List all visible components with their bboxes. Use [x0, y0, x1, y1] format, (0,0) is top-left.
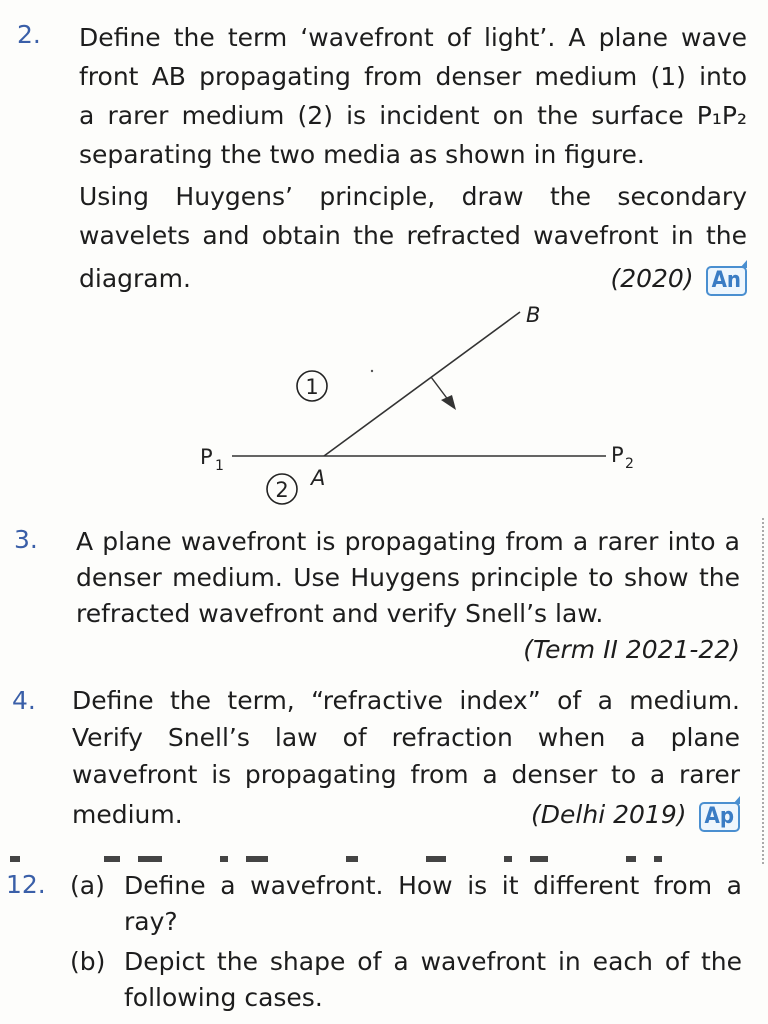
question-text-line: Depict the shape of a wavefront in each of the [124, 947, 742, 976]
question-text-line: Define a wavefront. How is it different from a [124, 871, 742, 900]
question-source: (Delhi 2019) [531, 800, 687, 829]
sub-question-a [70, 868, 742, 940]
question-text-line: ray? [124, 907, 178, 936]
page-cut-fragment [8, 856, 768, 862]
question-4 [72, 682, 740, 833]
question-text-line: wavefront is propagating from a denser to a rarer [72, 760, 740, 789]
difficulty-badge: Ap [699, 802, 741, 832]
question-source: (2020) [610, 264, 694, 293]
question-text-line: following cases. [124, 983, 323, 1012]
question-source: (Term II 2021-22) [523, 635, 740, 664]
question-2 [79, 18, 747, 298]
question-text-line: front AB propagating from denser medium (1) into [79, 62, 747, 91]
sub-question-label: (a) [70, 871, 105, 900]
wavefront-ab [324, 312, 520, 456]
sub-question-label: (b) [70, 947, 106, 976]
point-p1-label: P [200, 445, 213, 469]
question-3 [76, 524, 740, 668]
point-p2-subscript: 2 [625, 456, 634, 472]
question-text-line: Define the term ‘wavefront of light’. A plane wave [79, 23, 747, 52]
sub-question-b [70, 944, 742, 1016]
question-number: 12. [6, 870, 46, 899]
question-text-line: medium. [72, 800, 183, 829]
question-text-line: Define the term, “refractive index” of a medium. [72, 686, 740, 715]
question-text-line: refracted wavefront and verify Snell’s law. [76, 599, 604, 628]
question-text-line: Verify Snell’s law of refraction when a plane [72, 723, 740, 752]
question-text-line: separating the two media as shown in figure. [79, 140, 645, 169]
page-cut-bottom [70, 1018, 710, 1024]
wavefront-diagram [0, 300, 768, 510]
point-p2-label: P [611, 443, 624, 467]
question-text-line: denser medium. Use Huygens principle to show the [76, 563, 740, 592]
point-a-label: A [311, 466, 326, 490]
question-12 [70, 868, 742, 1016]
point-b-label: B [526, 303, 541, 327]
question-text-line: Using Huygens’ principle, draw the secondary [79, 182, 747, 211]
question-number: 4. [12, 686, 36, 715]
difficulty-badge: An [706, 266, 747, 296]
question-text-line: A plane wavefront is propagating from a rarer into a [76, 527, 740, 556]
question-text-line: diagram. [79, 264, 191, 293]
medium-1-label: 1 [305, 375, 319, 399]
point-p1-subscript: 1 [215, 458, 224, 474]
stray-dot [371, 370, 373, 372]
page-edge-dotted [762, 518, 764, 864]
question-text-line: wavelets and obtain the refracted wavefront in the [79, 221, 747, 250]
medium-2-label: 2 [275, 478, 289, 502]
question-text-line: a rarer medium (2) is incident on the surface P₁P₂ [79, 101, 747, 130]
question-number: 2. [17, 20, 41, 49]
question-number: 3. [14, 525, 38, 554]
arrow-head-icon [441, 395, 456, 410]
